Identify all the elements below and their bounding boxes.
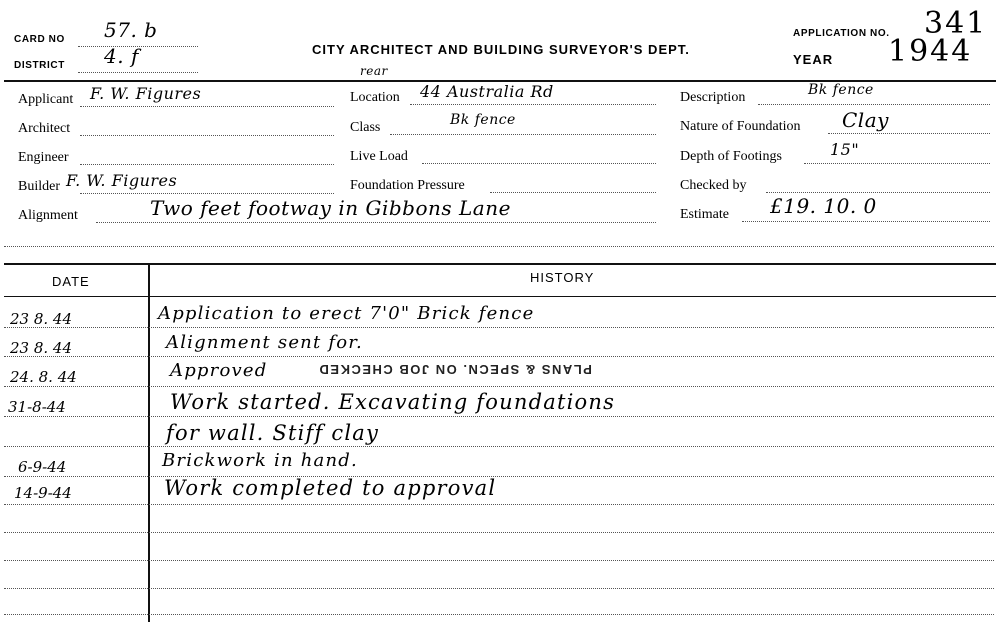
table-rule xyxy=(4,356,994,357)
table-row-entry: Work started. Excavating foundations xyxy=(170,390,616,414)
description-line xyxy=(758,104,990,105)
location-label: Location xyxy=(350,90,400,105)
table-row-date: 31-8-44 xyxy=(8,398,66,416)
alignment-value: Two feet footway in Gibbons Lane xyxy=(150,196,511,220)
live-load-label: Live Load xyxy=(350,149,408,164)
history-header: HISTORY xyxy=(530,270,595,285)
table-row-date: 6-9-44 xyxy=(18,458,67,476)
depth-of-footings-value: 15" xyxy=(830,140,860,159)
depth-of-footings-line xyxy=(804,163,990,164)
table-rule xyxy=(4,386,994,387)
table-rule xyxy=(4,327,994,328)
district-line xyxy=(78,72,198,73)
table-row-entry: Work completed to approval xyxy=(164,476,497,500)
class-line xyxy=(390,134,656,135)
live-load-line xyxy=(422,163,656,164)
table-rule xyxy=(4,588,994,589)
table-rule xyxy=(4,614,994,615)
table-row-entry: Alignment sent for. xyxy=(166,332,363,353)
location-line xyxy=(410,104,656,105)
department-title: CITY ARCHITECT AND BUILDING SURVEYOR'S DEPT. xyxy=(312,42,690,57)
nature-of-foundation-line xyxy=(828,133,990,134)
engineer-label: Engineer xyxy=(18,150,69,165)
class-value: Bk fence xyxy=(450,112,516,128)
district-label: DISTRICT xyxy=(14,60,65,71)
applicant-line xyxy=(80,106,334,107)
engineer-line xyxy=(80,164,334,165)
table-row-entry: Application to erect 7'0" Brick fence xyxy=(158,303,535,324)
applicant-value: F. W. Figures xyxy=(90,84,202,103)
table-row-date: 14-9-44 xyxy=(14,484,72,502)
architect-label: Architect xyxy=(18,121,71,136)
table-rule xyxy=(4,446,994,447)
depth-of-footings-label: Depth of Footings xyxy=(680,149,782,164)
checked-stamp: PLANS & SPECN. ON JOB CHECKED xyxy=(318,362,592,377)
alignment-label: Alignment xyxy=(18,208,78,223)
table-row-entry: Approved xyxy=(170,360,268,381)
application-label: APPLICATION NO. xyxy=(793,28,890,39)
table-row-date: 23 8. 44 xyxy=(10,339,73,357)
table-top-border xyxy=(4,263,996,265)
table-rule xyxy=(4,532,994,533)
nature-of-foundation-value: Clay xyxy=(842,108,889,132)
year-label: YEAR xyxy=(793,52,834,67)
table-row-date: 23 8. 44 xyxy=(10,310,73,328)
table-rule xyxy=(4,504,994,505)
checked-by-label: Checked by xyxy=(680,178,747,193)
date-column-divider xyxy=(148,263,150,622)
table-row-entry: Brickwork in hand. xyxy=(162,450,358,471)
builder-value: F. W. Figures xyxy=(66,171,178,190)
foundation-pressure-label: Foundation Pressure xyxy=(350,178,465,193)
checked-by-line xyxy=(766,192,990,193)
table-row-date: 24. 8. 44 xyxy=(10,368,77,386)
card-no-value: 57. b xyxy=(104,18,158,42)
estimate-label: Estimate xyxy=(680,207,729,222)
builder-label: Builder xyxy=(18,179,60,194)
year-value: 1944 xyxy=(888,34,973,69)
applicant-label: Applicant xyxy=(18,92,74,107)
table-rule xyxy=(4,476,994,477)
estimate-line xyxy=(742,221,990,222)
location-value: 44 Australia Rd xyxy=(420,82,554,101)
description-label: Description xyxy=(680,90,746,105)
table-header-divider xyxy=(4,296,996,297)
class-label: Class xyxy=(350,120,381,135)
description-value: Bk fence xyxy=(808,82,874,98)
location-annotation: rear xyxy=(360,64,388,78)
table-rule xyxy=(4,416,994,417)
fields-bottom-rule xyxy=(4,246,994,247)
alignment-line xyxy=(96,222,656,223)
table-row-entry: for wall. Stiff clay xyxy=(166,421,380,445)
estimate-value: £19. 10. 0 xyxy=(770,194,877,218)
date-header: DATE xyxy=(52,274,90,289)
foundation-pressure-line xyxy=(490,192,656,193)
nature-of-foundation-label: Nature of Foundation xyxy=(680,119,801,134)
table-rule xyxy=(4,560,994,561)
architect-line xyxy=(80,135,334,136)
card-no-label: CARD NO xyxy=(14,34,65,45)
builder-line xyxy=(80,193,334,194)
application-number: 341 xyxy=(924,6,988,41)
district-value: 4. f xyxy=(104,44,139,68)
